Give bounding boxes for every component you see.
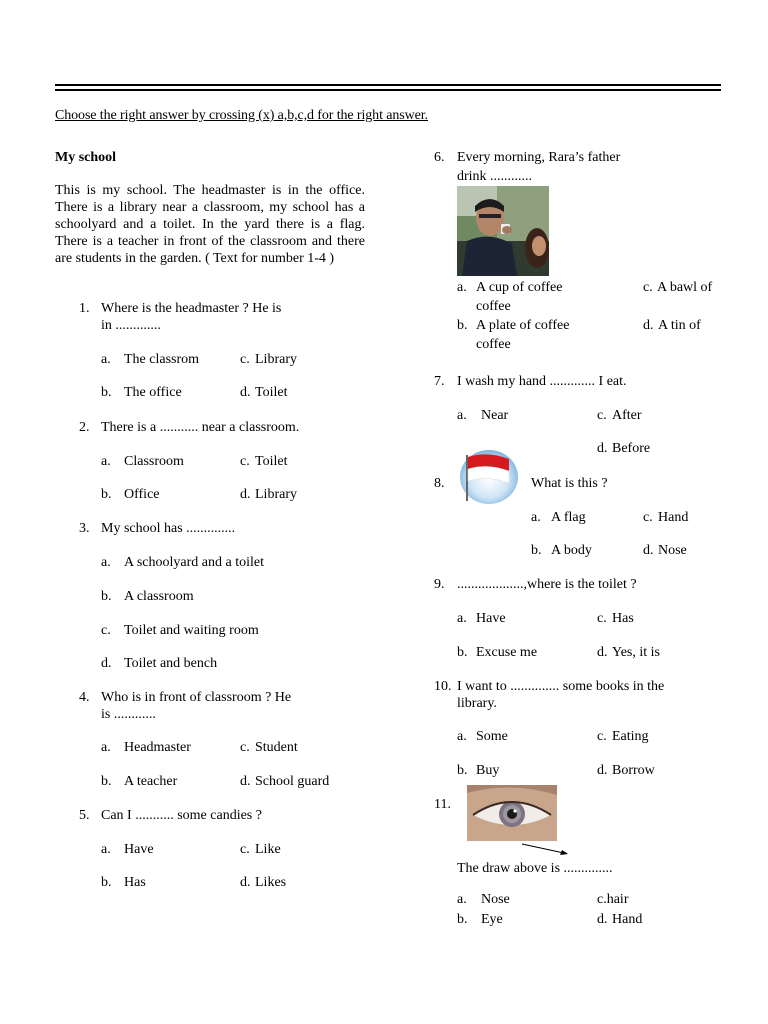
option-d[interactable]: Nose (658, 543, 687, 558)
option-c-letter[interactable]: c. (597, 408, 607, 423)
question-5-number: 5. (79, 808, 90, 823)
option-a[interactable]: Have (124, 842, 154, 857)
question-2-text: There is a ........... near a classroom. (101, 420, 300, 435)
question-6-text: Every morning, Rara’s father (457, 150, 621, 165)
question-8-text: What is this ? (531, 476, 608, 491)
option-a-line-2: coffee (476, 299, 511, 314)
option-c[interactable]: A bawl of (657, 280, 713, 295)
option-a[interactable]: Some (476, 729, 508, 744)
option-a-letter[interactable]: a. (457, 729, 467, 744)
option-b-letter[interactable]: b. (457, 912, 468, 927)
question-8-number: 8. (434, 476, 445, 491)
option-c-letter[interactable]: c. (643, 280, 653, 295)
option-d-letter[interactable]: d. (597, 645, 608, 660)
option-a-letter[interactable]: a. (101, 454, 111, 469)
option-a-letter[interactable]: a. (457, 611, 467, 626)
option-b-letter[interactable]: b. (101, 774, 112, 789)
option-d[interactable]: Library (255, 487, 297, 502)
question-4-text-2: is ............ (101, 707, 156, 722)
top-rule-1 (55, 84, 721, 86)
option-d-letter[interactable]: d. (643, 543, 654, 558)
option-b[interactable]: A teacher (124, 774, 178, 789)
option-c-letter[interactable]: c. (240, 842, 250, 857)
question-10-text: I want to .............. some books in the (457, 679, 665, 694)
passage-title: My school (55, 150, 117, 165)
option-c-letter[interactable]: c. (597, 611, 607, 626)
question-11-number: 11. (434, 797, 451, 812)
question-3-text: My school has .............. (101, 521, 236, 536)
option-d-letter[interactable]: d. (101, 656, 112, 671)
option-c-letter[interactable]: c. (643, 510, 653, 525)
option-a[interactable]: A flag (551, 510, 586, 525)
question-10-number: 10. (434, 679, 452, 694)
option-d[interactable]: Borrow (612, 763, 655, 778)
option-a[interactable]: Classroom (124, 454, 184, 469)
option-a-letter[interactable]: a. (457, 408, 467, 423)
option-a[interactable]: A cup of coffee (476, 280, 563, 295)
question-9-number: 9. (434, 577, 445, 592)
option-c[interactable]: Hand (658, 510, 689, 525)
option-b-letter[interactable]: b. (531, 543, 542, 558)
option-d-letter[interactable]: d. (240, 385, 251, 400)
question-4-text: Who is in front of classroom ? He (101, 690, 292, 705)
option-b[interactable]: Buy (476, 763, 500, 778)
option-c[interactable]: c.hair (597, 892, 629, 907)
option-b-letter[interactable]: b. (101, 487, 112, 502)
question-6-text-2: drink ............ (457, 169, 533, 184)
instruction: Choose the right answer by crossing (x) a,b,c,d for the right answer. (55, 108, 428, 123)
question-11-text: The draw above is .............. (457, 861, 613, 876)
eye-photo (467, 785, 557, 841)
question-7-number: 7. (434, 374, 445, 389)
option-c[interactable]: Student (255, 740, 298, 755)
question-1-text: Where is the headmaster ? He is (101, 301, 282, 316)
option-a-letter[interactable]: a. (101, 842, 111, 857)
option-d[interactable]: Hand (612, 912, 643, 927)
option-a[interactable]: The classrom (124, 352, 200, 367)
option-a-letter[interactable]: a. (457, 280, 467, 295)
option-d-letter[interactable]: d. (597, 441, 608, 456)
option-d[interactable]: A tin of (658, 318, 701, 333)
question-1-text-2: in ............. (101, 318, 161, 333)
question-5-text: Can I ........... some candies ? (101, 808, 262, 823)
option-b-line-2: coffee (476, 337, 511, 352)
option-c[interactable]: Toilet and waiting room (124, 623, 259, 638)
option-a-letter[interactable]: a. (457, 892, 467, 907)
option-c[interactable]: Eating (612, 729, 649, 744)
option-d-letter[interactable]: d. (240, 774, 251, 789)
question-4-number: 4. (79, 690, 90, 705)
option-a[interactable]: Headmaster (124, 740, 191, 755)
option-d[interactable]: Yes, it is (612, 645, 660, 660)
option-a[interactable]: Have (476, 611, 506, 626)
option-d-letter[interactable]: d. (240, 487, 251, 502)
option-a-letter[interactable]: a. (101, 555, 111, 570)
option-b[interactable]: Office (124, 487, 160, 502)
option-d[interactable]: School guard (255, 774, 330, 789)
flag-icon (459, 447, 519, 505)
question-3-number: 3. (79, 521, 90, 536)
option-a[interactable]: Nose (481, 892, 510, 907)
option-c[interactable]: Has (612, 611, 634, 626)
option-c-letter[interactable]: c. (240, 352, 250, 367)
passage-text: This is my school. The headmaster is in the office. There is a library near a classroom, my school has a schoolyard and a toilet. In the yard there is a flag. There is a teacher in front of the classroom and there are students in the garden. ( Text for number 1-4 ) (55, 183, 365, 266)
option-b-letter[interactable]: b. (101, 589, 112, 604)
option-d-letter[interactable]: d. (597, 912, 608, 927)
option-d[interactable]: Likes (255, 875, 287, 890)
question-7-text: I wash my hand ............. I eat. (457, 374, 627, 389)
option-b[interactable]: A classroom (124, 589, 194, 604)
option-b[interactable]: A body (551, 543, 592, 558)
option-d-letter[interactable]: d. (597, 763, 608, 778)
option-a-letter[interactable]: a. (101, 740, 111, 755)
option-c[interactable]: After (612, 408, 642, 423)
option-b[interactable]: Excuse me (476, 645, 538, 660)
option-d[interactable]: Toilet (255, 385, 288, 400)
option-c[interactable]: Toilet (255, 454, 288, 469)
question-10-text-2: library. (457, 696, 497, 711)
option-b[interactable]: Eye (481, 912, 503, 927)
question-2-number: 2. (79, 420, 90, 435)
option-b-letter[interactable]: b. (101, 385, 112, 400)
option-b-letter[interactable]: b. (457, 645, 468, 660)
question-9-text: ...................,where is the toilet ? (457, 577, 637, 592)
option-d[interactable]: Before (612, 441, 651, 456)
option-b[interactable]: A plate of coffee (476, 318, 570, 333)
top-rule-2 (55, 89, 721, 91)
question-1 (79, 300, 90, 317)
arrow-icon (520, 842, 570, 858)
option-a-letter[interactable]: a. (101, 352, 111, 367)
option-d[interactable]: Toilet and bench (124, 656, 218, 671)
option-c-letter[interactable]: c. (597, 729, 607, 744)
coffee-photo (457, 186, 549, 276)
option-c-letter[interactable]: c. (101, 623, 111, 638)
option-d-letter[interactable]: d. (240, 875, 251, 890)
option-b-letter[interactable]: b. (457, 763, 468, 778)
option-a[interactable]: Near (481, 408, 509, 423)
option-a-letter[interactable]: a. (531, 510, 541, 525)
option-b-letter[interactable]: b. (457, 318, 468, 333)
option-a[interactable]: A schoolyard and a toilet (124, 555, 264, 570)
option-c-letter[interactable]: c. (240, 740, 250, 755)
option-c[interactable]: Like (255, 842, 281, 857)
option-c[interactable]: Library (255, 352, 297, 367)
option-b-letter[interactable]: b. (101, 875, 112, 890)
question-6-number: 6. (434, 150, 445, 165)
option-c-letter[interactable]: c. (240, 454, 250, 469)
question-number: 1. (79, 301, 90, 316)
option-d-letter[interactable]: d. (643, 318, 654, 333)
option-b[interactable]: The office (124, 385, 182, 400)
option-b[interactable]: Has (124, 875, 146, 890)
